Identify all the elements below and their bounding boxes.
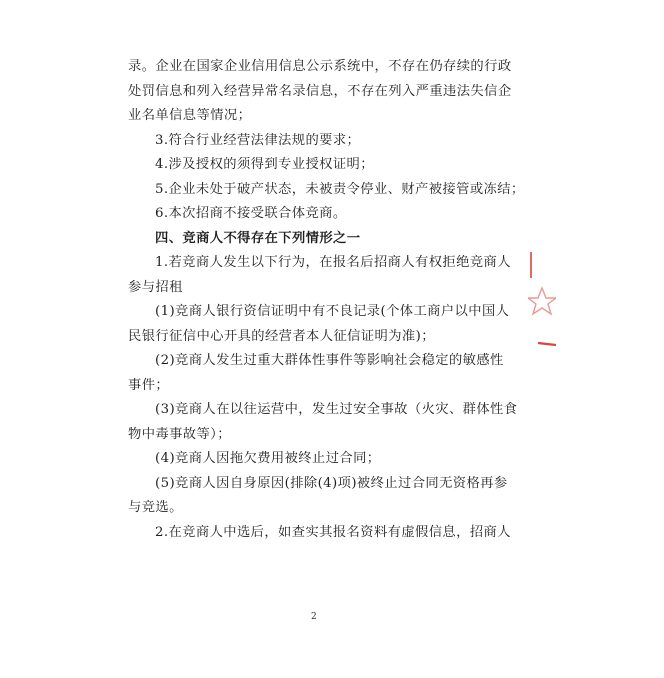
text-line: 4.涉及授权的须得到专业授权证明； xyxy=(155,157,374,172)
text-line: 民银行征信中心开具的经营者本人征信证明为准)； xyxy=(128,328,435,344)
text-line: (2)竞商人发生过重大群体性事件等影响社会稳定的敏感性 xyxy=(155,353,504,368)
text-line: (3)竞商人在以往运营中，发生过安全事故（火灾、群体性食 xyxy=(155,402,518,417)
text-line: 业名单信息等情况； xyxy=(128,108,252,123)
text-line: 参与招租 xyxy=(128,279,183,295)
text-line: (4)竞商人因拖欠费用被终止过合同； xyxy=(155,451,381,466)
body-text xyxy=(128,55,525,545)
text-line: 1.若竞商人发生以下行为，在报名后招商人有权拒绝竞商人 xyxy=(155,255,511,270)
text-line: (1)竞商人银行资信证明中有不良记录(个体工商户以中国人 xyxy=(155,304,510,319)
text-line: 录。企业在国家企业信用信息公示系统中，不存在仍存续的行政 xyxy=(128,59,512,74)
text-line: (5)竞商人因自身原因(排除(4)项)被终止过合同无资格再参 xyxy=(155,475,508,491)
page-number: 2 xyxy=(311,612,317,622)
text-line: 物中毒事故等）； xyxy=(128,426,231,442)
section-heading: 四、竞商人不得存在下列情形之一 xyxy=(155,230,361,246)
text-line: 事件； xyxy=(128,377,170,393)
text-line: 6.本次招商不接受联合体竞商。 xyxy=(155,206,347,221)
text-line: 5.企业未处于破产状态，未被责令停业、财产被接管或冻结； xyxy=(155,181,525,197)
seal-stamp-fragment xyxy=(528,250,556,350)
text-line: 处罚信息和列入经营异常名录信息，不存在列入严重违法失信企 xyxy=(128,83,512,99)
text-line: 与竞选。 xyxy=(128,500,183,515)
text-line: 2.在竞商人中选后，如查实其报名资料有虚假信息，招商人 xyxy=(155,524,511,540)
text-line: 3.符合行业经营法律法规的要求； xyxy=(155,132,361,148)
